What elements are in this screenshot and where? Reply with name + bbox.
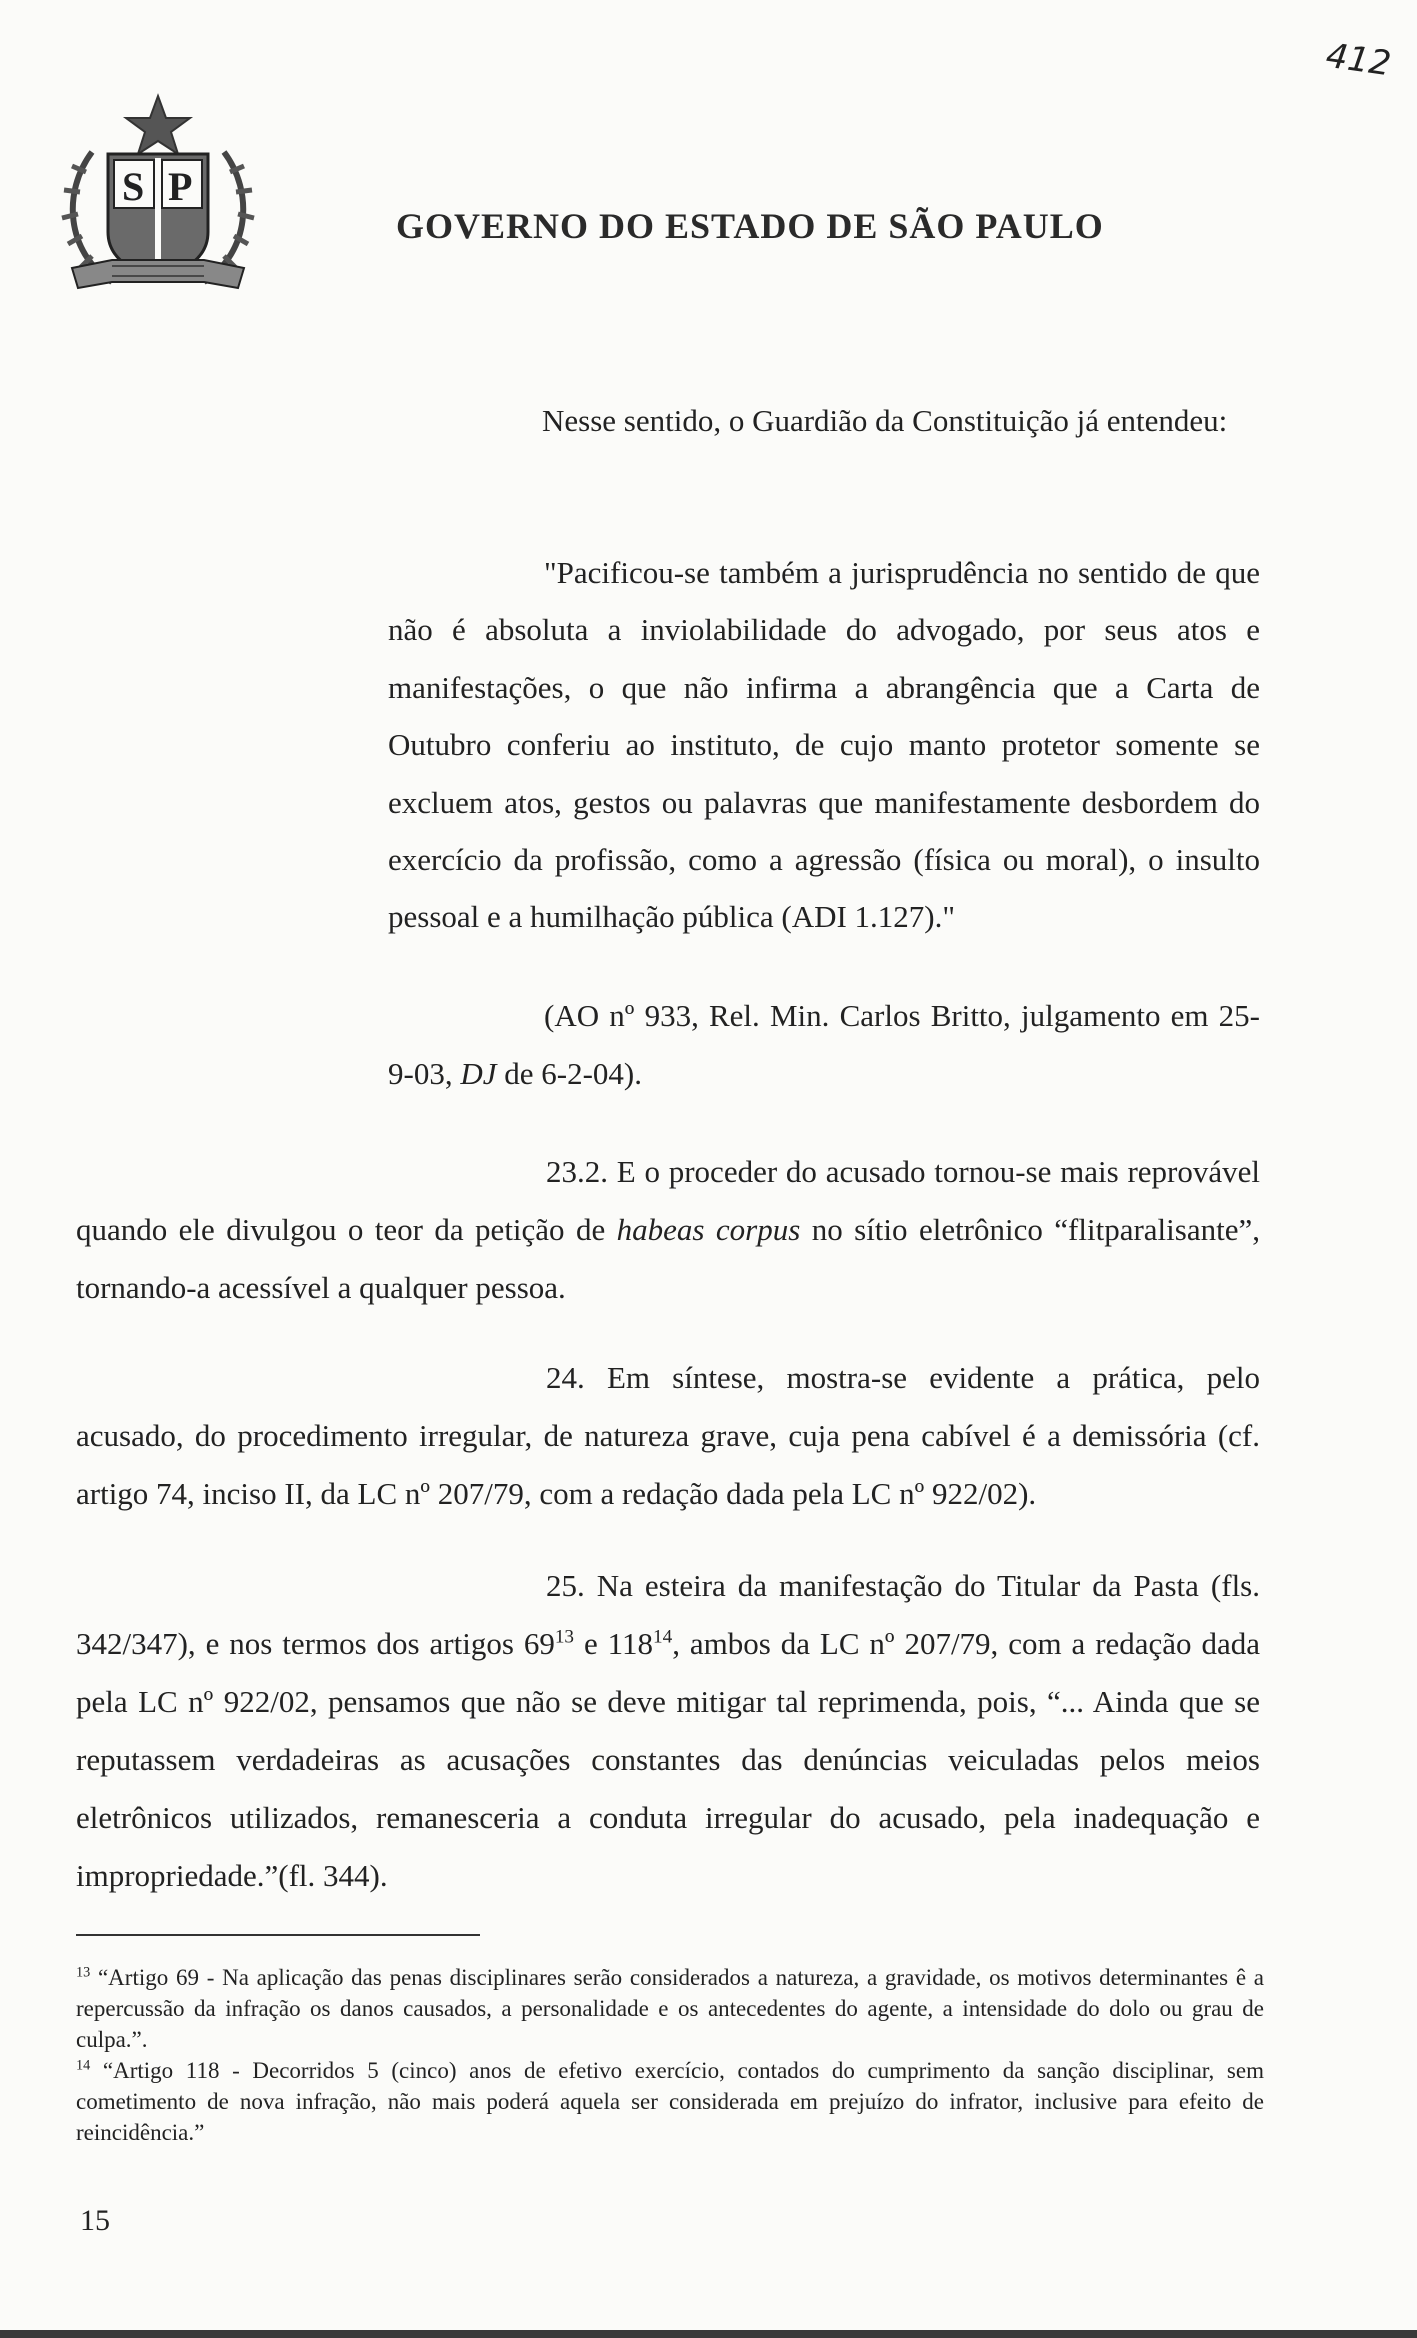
sao-paulo-coat-of-arms-logo [52,92,264,310]
page-number: 15 [80,2204,110,2237]
footnote-ref-14[interactable]: 14 [652,1626,673,1648]
footnotes [76,1962,1264,2148]
svg-text:S: S [122,164,145,209]
footnote-14: $^{14}$ “Artigo 118 - Decorridos 5 (cinco) anos de efetivo exercício, contados do cumprimento da sanção disciplinar, sem cometimento de nova infração, não mais poderá aquela ser considerada em prejuízo do infrator, inclusive para efeito de reincidência.” [76,2057,1264,2145]
footnote-separator [76,1934,480,1936]
intro-paragraph: Nesse sentido, o Guardião da Constituição já entendeu: [542,403,1228,438]
scan-bottom-edge [0,2330,1417,2338]
jurisprudence-quote: "Pacificou-se também a jurisprudência no sentido de que não é absoluta a inviolabilidade do advogado, por seus atos e manifestações, o que não infirma a abrangência que a Carta de Outubro conferiu ao instituto, de cujo manto protetor somente se excluem atos, gestos ou palavras que manifestamente desbordem do exercício da profissão, como a agressão (física ou moral), o insulto pessoal e a humilhação pública (ADI 1.127)." [388,555,1260,935]
paragraph-24: 24. Em síntese, mostra-se evidente a prática, pelo acusado, do procedimento irregular, de natureza grave, cuja pena cabível é a demissória (cf. artigo 74, inciso II, da LC nº 207/79, com a redação dada pela LC nº 922/02). [76,1360,1260,1511]
paragraph-23-2: 23.2. E o proceder do acusado tornou-se mais reprovável quando ele divulgou o teor da petição de habeas corpus no sítio eletrônico “flitparalisante”, tornando-a acessível a qualquer pessoa. [76,1154,1260,1305]
footnote-13: $^{13}$ “Artigo 69 - Na aplicação das penas disciplinares serão considerados a natureza, a gravidade, os motivos determinantes ê a repercussão da infração os danos causados, a personalidade e os antecedentes do agente, a intensidade do dolo ou grau de culpa.”. [76,1964,1264,2052]
quote-citation: (AO nº 933, Rel. Min. Carlos Britto, julgamento em 25-9-03, DJ de 6-2-04). [388,998,1260,1091]
handwritten-folio-number: 412 [1323,35,1394,85]
footnote-ref-13[interactable]: 13 [554,1626,575,1648]
svg-text:P: P [168,164,193,209]
paragraph-25: 25. Na esteira da manifestação do Titular da Pasta (fls. 342/347), e nos termos dos artigos $69^{13}$ e $118^{14}$, ambos da LC nº 207/79, com a redação dada pela LC nº 922/02, pensamos que não se deve mitigar tal reprimenda, pois, “... Ainda que se reputassem verdadeiras as acusações constantes das denúncias veiculadas pelos meios eletrônicos utilizados, remanesceria a conduta irregular do acusado, pela inadequação e impropriedade.”(fl. 344). [76,1568,1260,1893]
government-header-title: GOVERNO DO ESTADO DE SÃO PAULO [396,206,1104,246]
